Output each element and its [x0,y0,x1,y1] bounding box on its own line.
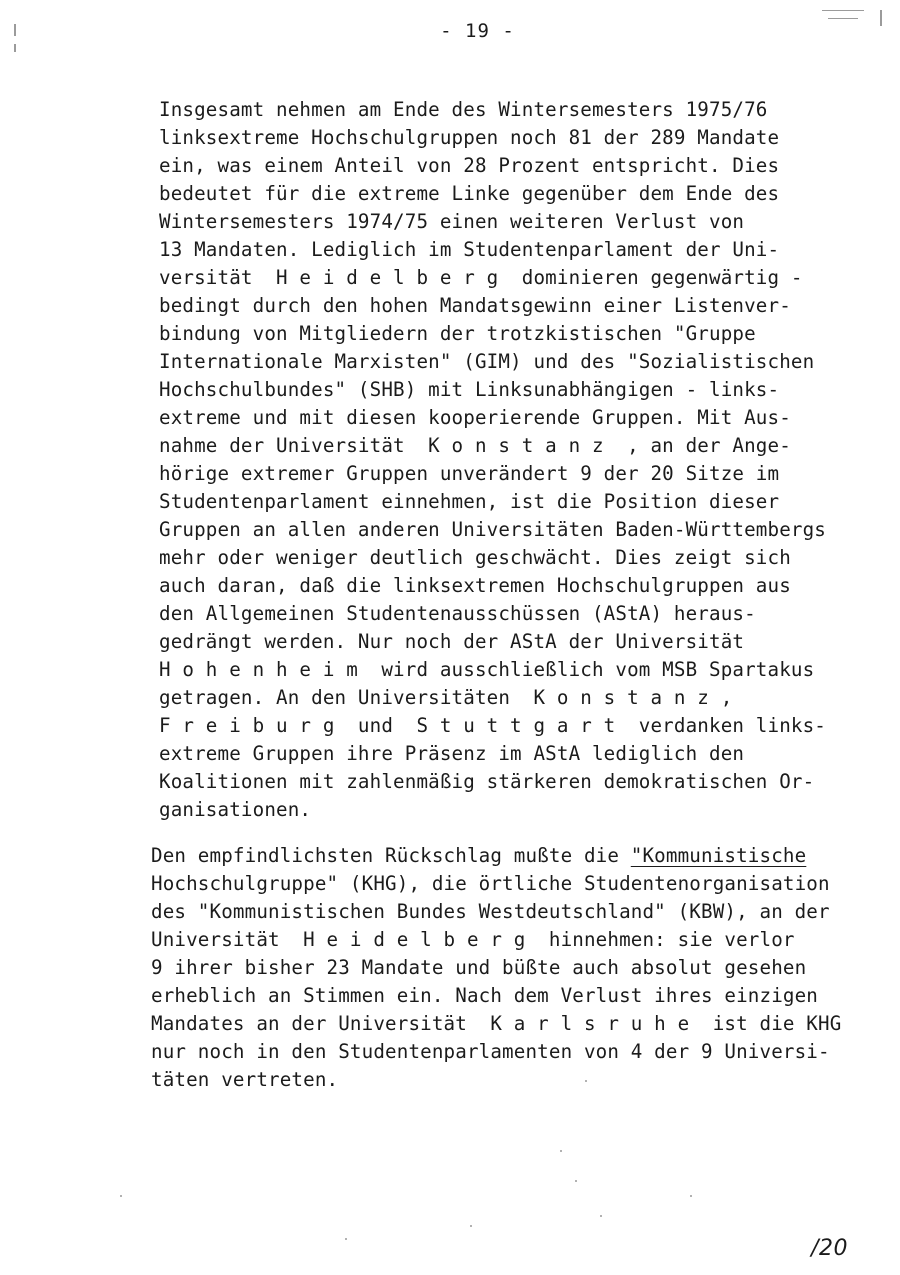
text-line: Wintersemesters 1974/75 einen weiteren Verlust von [159,210,745,233]
text-line: F r e i b u r g und S t u t t g a r t verdanken links- [159,714,827,737]
scan-speck [690,1195,692,1197]
text-line: hörige extremer Gruppen unverändert 9 der 20 Sitze im [159,462,780,485]
text-line: des "Kommunistischen Bundes Westdeutschland" (KBW), an der [151,900,830,923]
text-line: ganisationen. [159,798,312,821]
text-line: ein, was einem Anteil von 28 Prozent entspricht. Dies [159,154,780,177]
text-line: 9 ihrer bisher 23 Mandate und büßte auch absolut gesehen [151,956,807,979]
text-line: Koalitionen mit zahlenmäßig stärkeren demokratischen Or- [159,770,815,793]
scan-speck [560,1150,562,1152]
next-page-marker: /20 [811,1236,848,1261]
text-fragment: Den empfindlichsten Rückschlag mußte die [151,844,631,867]
scan-speck [585,1080,587,1082]
text-line: versität H e i d e l b e r g dominieren gegenwärtig - [159,266,803,289]
scan-speck [470,1225,472,1227]
text-line: erheblich an Stimmen ein. Nach dem Verlust ihres einzigen [151,984,819,1007]
text-line: Gruppen an allen anderen Universitäten Baden-Württembergs [159,518,827,541]
text-line: auch daran, daß die linksextremen Hochschulgruppen aus [159,574,791,597]
text-line: gedrängt werden. Nur noch der AStA der Universität [159,630,745,653]
scan-speck [575,1180,577,1182]
text-line: täten vertreten. [151,1068,339,1091]
text-line: Internationale Marxisten" (GIM) und des "Sozialistischen [159,350,815,373]
scan-speck [600,1215,602,1217]
text-line: den Allgemeinen Studentenausschüssen (AStA) heraus- [159,602,756,625]
margin-mark [822,10,864,11]
text-line: Insgesamt nehmen am Ende des Wintersemesters 1975/76 [159,98,768,121]
text-line: getragen. An den Universitäten K o n s t a n z , [159,686,733,709]
text-line: Hochschulbundes" (SHB) mit Linksunabhängigen - links- [159,378,780,401]
text-line: bindung von Mitgliedern der trotzkistischen "Gruppe [159,322,756,345]
text-line: H o h e n h e i m wird ausschließlich vom MSB Spartakus [159,658,815,681]
text-line: nahme der Universität K o n s t a n z , an der Ange- [159,434,791,457]
margin-mark [14,44,16,52]
scan-speck [345,1238,347,1240]
text-line: linksextreme Hochschulgruppen noch 81 der 289 Mandate [159,126,780,149]
text-line: Mandates an der Universität K a r l s r u h e ist die KHG [151,1012,842,1035]
text-line [151,842,806,870]
text-line: Hochschulgruppe" (KHG), die örtliche Studentenorganisation [151,872,830,895]
text-line: nur noch in den Studentenparlamenten von 4 der 9 Universi- [151,1040,830,1063]
text-line: 13 Mandaten. Lediglich im Studentenparlament der Uni- [159,238,780,261]
margin-mark [828,18,858,19]
text-line: extreme Gruppen ihre Präsenz im AStA lediglich den [159,742,745,765]
text-line: extreme und mit diesen kooperierende Gruppen. Mit Aus- [159,406,791,429]
scan-speck [120,1195,122,1197]
text-line: Universität H e i d e l b e r g hinnehmen: sie verlor [151,928,795,951]
underlined-organization-name: "Kommunistische [630,844,807,867]
text-line: mehr oder weniger deutlich geschwächt. Dies zeigt sich [159,546,791,569]
text-line: bedeutet für die extreme Linke gegenüber dem Ende des [159,182,780,205]
text-line: bedingt durch den hohen Mandatsgewinn einer Listenver- [159,294,791,317]
page-number: - 19 - [440,20,515,42]
text-line: Studentenparlament einnehmen, ist die Position dieser [159,490,780,513]
